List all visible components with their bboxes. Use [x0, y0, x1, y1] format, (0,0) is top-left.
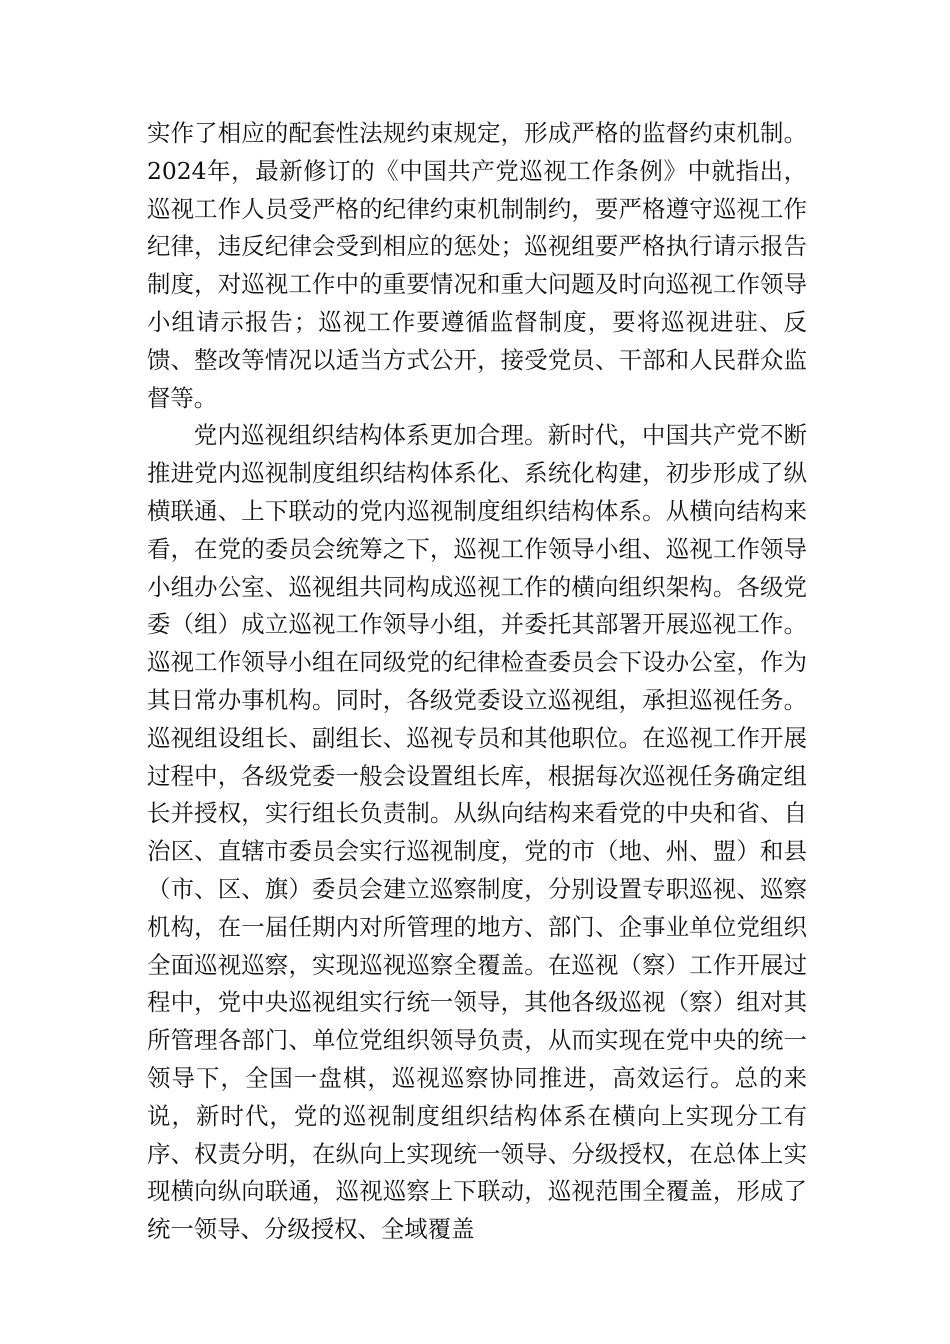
paragraph-continuation: 实作了相应的配套性法规约束规定，形成严格的监督约束机制。2024年，最新修订的《中国共产党巡视工作条例》中就指出，巡视工作人员受严格的纪律约束机制制约，要严格遵守巡视工作纪律，违反纪律会受到相应的惩处；巡视组要严格执行请示报告制度，对巡视工作中的重要情况和重大问题及时向巡视工作领导小组请示报告；巡视工作要遵循监督制度，要将巡视进驻、反馈、整改等情况以适当方式公开，接受党员、干部和人民群众监督等。 [147, 119, 807, 412]
document-page [147, 115, 807, 1249]
paragraph-inspection-structure: 党内巡视组织结构体系更加合理。新时代，中国共产党不断推进党内巡视制度组织结构体系化、系统化构建，初步形成了纵横联通、上下联动的党内巡视制度组织结构体系。从横向结构来看，在党的委员会统筹之下，巡视工作领导小组、巡视工作领导小组办公室、巡视组共同构成巡视工作的横向组织架构。各级党委（组）成立巡视工作领导小组，并委托其部署开展巡视工作。巡视工作领导小组在同级党的纪律检查委员会下设办公室，作为其日常办事机构。同时，各级党委设立巡视组，承担巡视任务。巡视组设组长、副组长、巡视专员和其他职位。在巡视工作开展过程中，各级党委一般会设置组长库，根据每次巡视任务确定组长并授权，实行组长负责制。从纵向结构来看党的中央和省、自治区、直辖市委员会实行巡视制度，党的市（地、州、盟）和县（市、区、旗）委员会建立巡察制度，分别设置专职巡视、巡察机构，在一届任期内对所管理的地方、部门、企事业单位党组织全面巡视巡察，实现巡视巡察全覆盖。在巡视（察）工作开展过程中，党中央巡视组实行统一领导，其他各级巡视（察）组对其所管理各部门、单位党组织领导负责，从而实现在党中央的统一领导下，全国一盘棋，巡视巡察协同推进，高效运行。总的来说，新时代，党的巡视制度组织结构体系在横向上实现分工有序、权责分明，在纵向上实现统一领导、分级授权，在总体上实现横向纵向联通，巡视巡察上下联动，巡视范围全覆盖，形成了统一领导、分级授权、全域覆盖 [147, 421, 807, 1244]
